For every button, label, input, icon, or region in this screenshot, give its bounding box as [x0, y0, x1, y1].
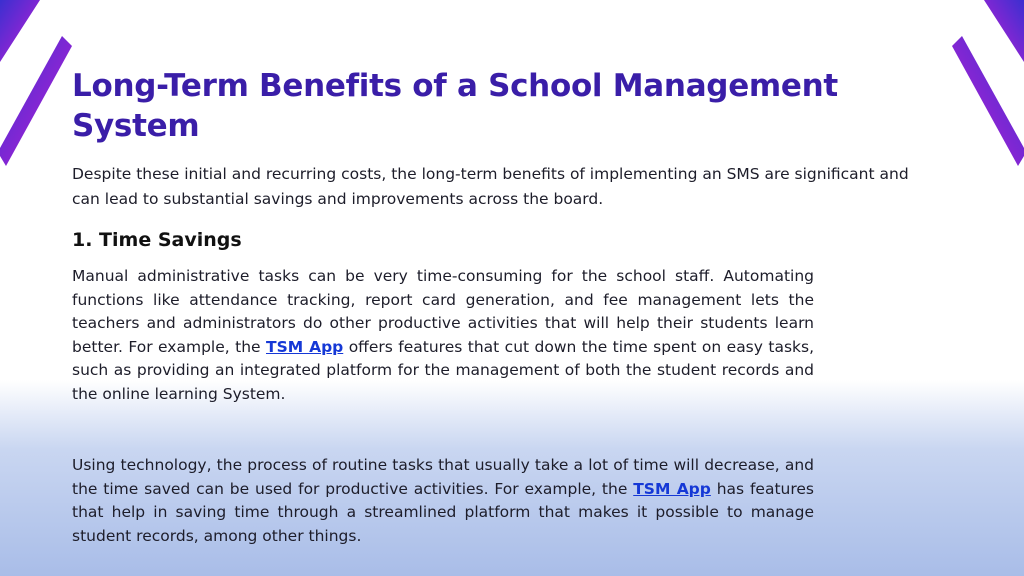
section-heading: 1. Time Savings	[72, 229, 242, 251]
page-title: Long-Term Benefits of a School Management System	[72, 68, 838, 144]
corner-decoration-left	[0, 0, 80, 170]
tsm-app-link[interactable]: TSM App	[266, 337, 344, 356]
tsm-app-link[interactable]: TSM App	[633, 479, 711, 498]
intro-paragraph: Despite these initial and recurring costs, the long-term benefits of implementing an SMS are significant and can lead to substantial savings and improvements across the board.	[72, 165, 909, 208]
body-paragraph-2	[72, 454, 814, 548]
paragraph-text: has features that help in saving time through a streamlined platform that makes it possible to manage student records, among other things.	[72, 479, 815, 545]
paragraph-text: offers features that cut down the time spent on easy tasks, such as providing an integrated platform for the management of both the student records and the online learning System.	[72, 337, 815, 403]
corner-decoration-right	[944, 0, 1024, 170]
paragraph-text: Manual administrative tasks can be very time-consuming for the school staff. Automating functions like attendance tracking, report card generation, and fee management lets the teachers and administrators do other productive activities that will help their students learn better. For example, the	[72, 267, 814, 356]
body-paragraph-1	[72, 265, 814, 406]
paragraph-text: Using technology, the process of routine tasks that usually take a lot of time will decrease, and the time saved can be used for productive activities. For example, the	[72, 456, 814, 498]
